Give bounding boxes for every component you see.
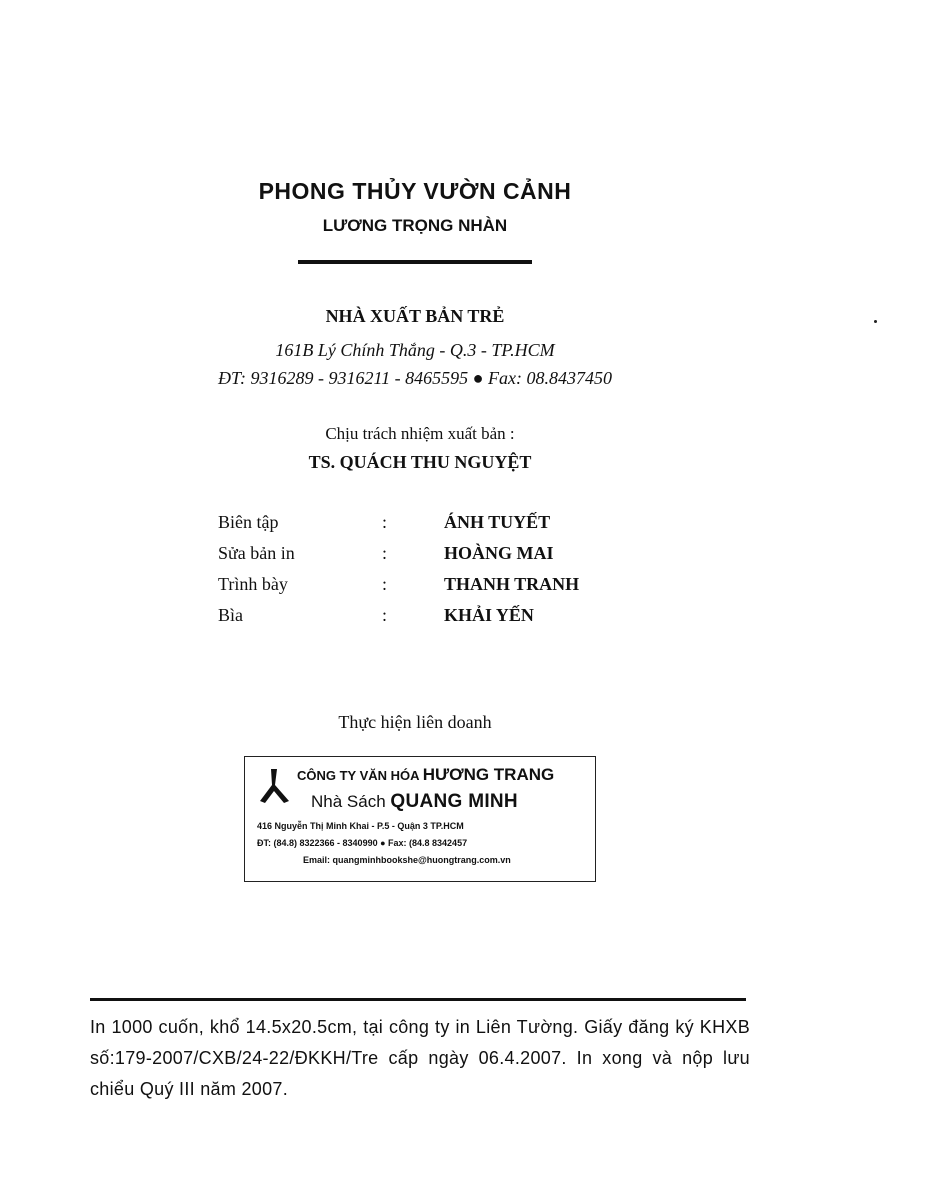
credit-name: KHẢI YẾN	[444, 605, 534, 625]
publisher-name: NHÀ XUẤT BẢN TRẺ	[325, 306, 505, 326]
credit-row-proofreader	[218, 543, 638, 574]
credit-role: Trình bày	[218, 574, 288, 594]
credit-row-layout	[218, 574, 638, 605]
credit-name: ÁNH TUYẾT	[444, 512, 551, 532]
company-stamp	[244, 756, 596, 882]
publisher-address: 161B Lý Chính Thắng - Q.3 - TP.HCM	[275, 340, 555, 360]
footer-divider	[90, 998, 746, 1001]
bookstore-name	[311, 791, 518, 813]
credit-name: HOÀNG MAI	[444, 543, 554, 563]
credit-name: THANH TRANH	[444, 574, 580, 594]
company-name-main: HƯƠNG TRANG	[422, 765, 555, 784]
credits-list	[218, 512, 638, 636]
company-name	[297, 765, 554, 785]
publisher-phone: ĐT: 9316289 - 9316211 - 8465595 ● Fax: 08.8437450	[217, 368, 612, 388]
title-divider	[298, 260, 532, 264]
credit-colon: :	[382, 605, 388, 625]
company-name-prefix: CÔNG TY VĂN HÓA	[297, 768, 423, 783]
credit-colon: :	[382, 574, 388, 594]
responsibility-name: TS. QUÁCH THU NGUYỆT	[308, 452, 532, 472]
book-author: LƯƠNG TRỌNG NHÀN	[322, 216, 508, 235]
credit-row-cover	[218, 605, 638, 636]
credit-colon: :	[382, 543, 388, 563]
responsibility-label: Chịu trách nhiệm xuất bản :	[325, 424, 515, 443]
bookstore-main: QUANG MINH	[390, 791, 518, 812]
print-info: In 1000 cuốn, khổ 14.5x20.5cm, tại công ty in Liên Tường. Giấy đăng ký KHXB số:179-2007/CXB/24-22/ĐKKH/Tre cấp ngày 06.4.2007. In xong và nộp lưu chiểu Quý III năm 2007.	[90, 1017, 750, 1099]
credit-role: Biên tập	[218, 512, 279, 532]
speck	[874, 320, 877, 323]
credit-role: Bìa	[218, 605, 243, 625]
joint-venture-label: Thực hiện liên doanh	[338, 712, 492, 732]
credit-colon: :	[382, 512, 388, 532]
credit-role: Sửa bản in	[218, 543, 295, 563]
company-logo-icon	[257, 767, 293, 807]
bookstore-prefix: Nhà Sách	[311, 792, 391, 811]
company-phone: ĐT: (84.8) 8322366 - 8340990 ● Fax: (84.8 8342457	[257, 838, 468, 848]
book-title: PHONG THỦY VƯỜN CẢNH	[258, 178, 572, 204]
company-address: 416 Nguyễn Thị Minh Khai - P.5 - Quận 3 TP.HCM	[257, 821, 464, 831]
credit-row-editor	[218, 512, 638, 543]
company-email: Email: quangminhbookshe@huongtrang.com.vn	[303, 855, 511, 865]
